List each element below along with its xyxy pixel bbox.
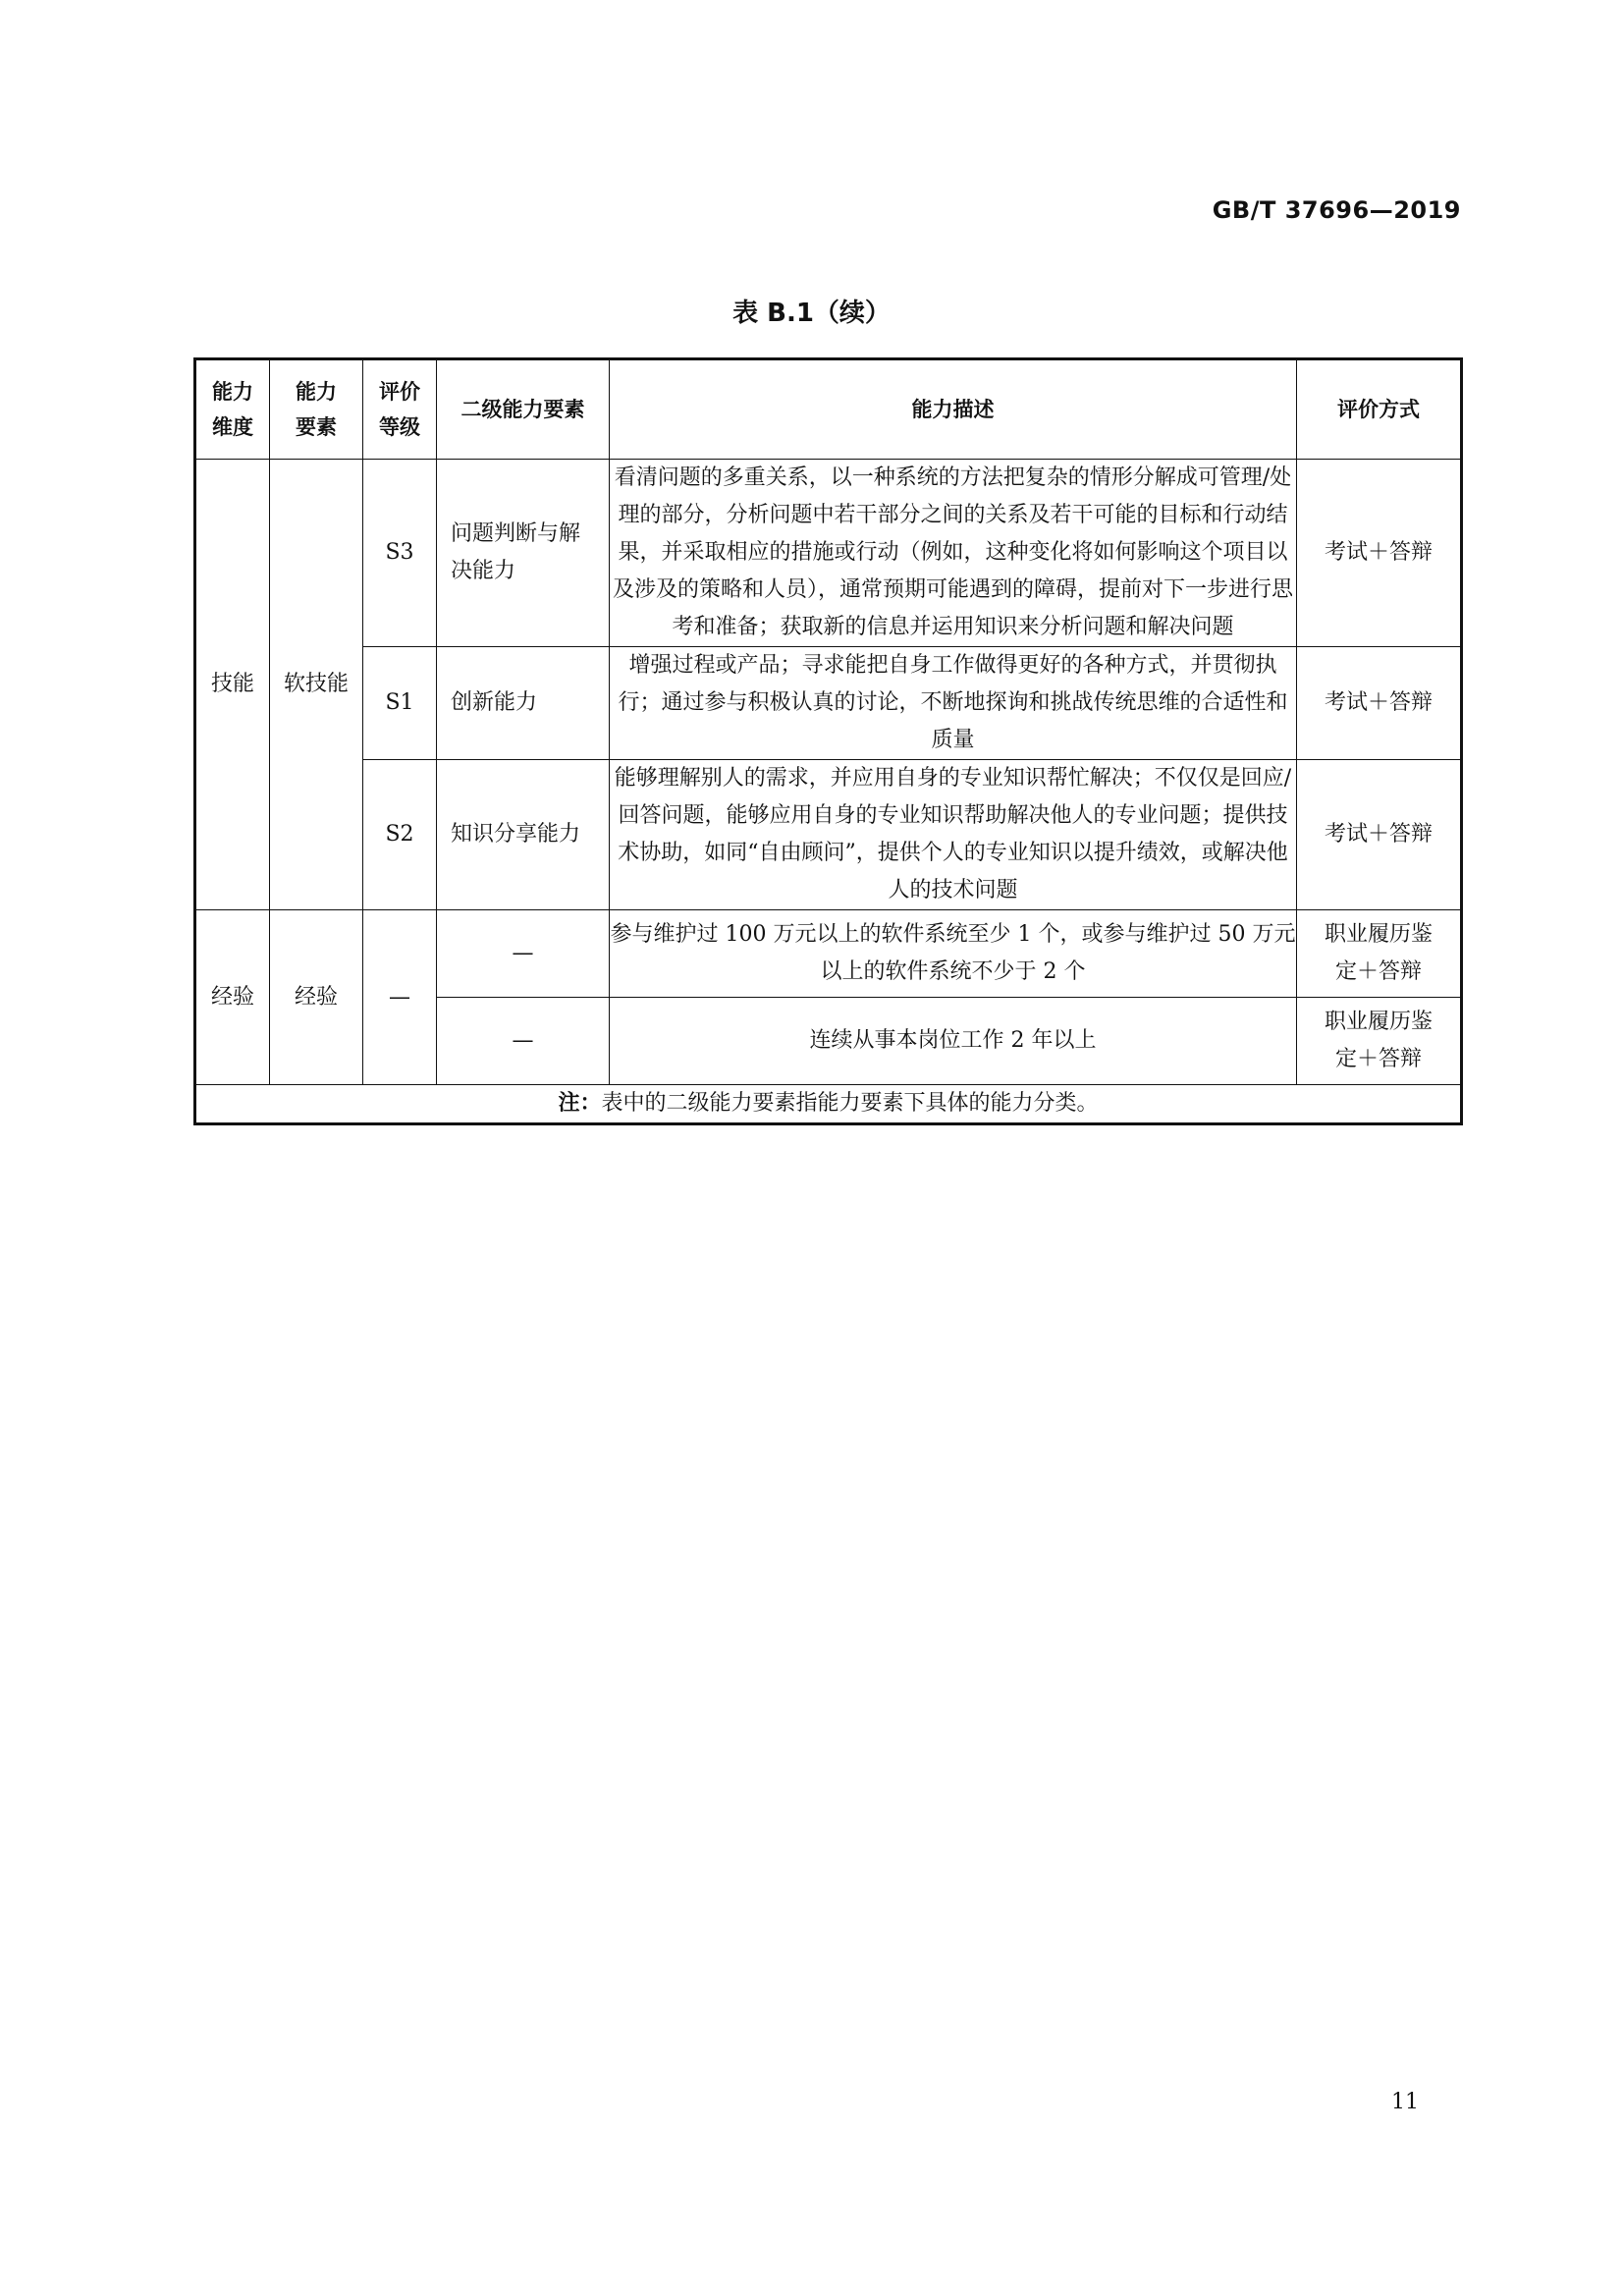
table-row (195, 647, 1462, 760)
sub-element-cell: — (437, 998, 610, 1085)
table-header-row (195, 359, 1462, 460)
level-cell: S3 (363, 460, 437, 647)
level-cell: S1 (363, 647, 437, 760)
element-cell: 经验 (270, 910, 363, 1085)
table-row (195, 460, 1462, 647)
method-cell: 考试＋答辩 (1297, 460, 1462, 647)
col-header-level: 评价等级 (363, 359, 437, 460)
sub-element-cell: 问题判断与解决能力 (437, 460, 610, 647)
standard-number: GB/T 37696—2019 (1212, 196, 1461, 224)
method-cell: 考试＋答辩 (1297, 760, 1462, 910)
method-cell: 考试＋答辩 (1297, 647, 1462, 760)
element-cell: 软技能 (270, 460, 363, 910)
col-header-element: 能力要素 (270, 359, 363, 460)
dimension-cell: 技能 (195, 460, 270, 910)
table-row (195, 760, 1462, 910)
description-cell: 增强过程或产品；寻求能把自身工作做得更好的各种方式，并贯彻执行；通过参与积极认真的讨论，不断地探询和挑战传统思维的合适性和质量 (610, 647, 1297, 760)
sub-element-cell: — (437, 910, 610, 998)
col-header-method: 评价方式 (1297, 359, 1462, 460)
method-cell: 职业履历鉴定＋答辩 (1297, 910, 1462, 998)
table-row (195, 910, 1462, 998)
description-cell: 能够理解别人的需求，并应用自身的专业知识帮忙解决；不仅仅是回应/回答问题，能够应用自身的专业知识帮助解决他人的专业问题；提供技术协助，如同“自由顾问”，提供个人的专业知识以提升绩效，或解决他人的技术问题 (610, 760, 1297, 910)
col-header-sub-element: 二级能力要素 (437, 359, 610, 460)
col-header-description: 能力描述 (610, 359, 1297, 460)
description-cell: 连续从事本岗位工作 2 年以上 (610, 998, 1297, 1085)
ability-table (193, 357, 1463, 1125)
table-note-row (195, 1085, 1462, 1124)
table-note (195, 1085, 1462, 1124)
note-label: 注： (558, 1091, 602, 1116)
page-number: 11 (1391, 2090, 1419, 2114)
description-cell: 参与维护过 100 万元以上的软件系统至少 1 个，或参与维护过 50 万元以上的软件系统不少于 2 个 (610, 910, 1297, 998)
note-text: 表中的二级能力要素指能力要素下具体的能力分类。 (601, 1091, 1099, 1116)
method-cell: 职业履历鉴定＋答辩 (1297, 998, 1462, 1085)
level-cell: — (363, 910, 437, 1085)
description-cell: 看清问题的多重关系，以一种系统的方法把复杂的情形分解成可管理/处理的部分，分析问题中若干部分之间的关系及若干可能的目标和行动结果，并采取相应的措施或行动（例如，这种变化将如何影响这个项目以及涉及的策略和人员），通常预期可能遇到的障碍，提前对下一步进行思考和准备；获取新的信息并运用知识来分析问题和解决问题 (610, 460, 1297, 647)
dimension-cell: 经验 (195, 910, 270, 1085)
col-header-dimension: 能力维度 (195, 359, 270, 460)
sub-element-cell: 知识分享能力 (437, 760, 610, 910)
table-caption: 表 B.1（续） (732, 299, 891, 328)
level-cell: S2 (363, 760, 437, 910)
sub-element-cell: 创新能力 (437, 647, 610, 760)
